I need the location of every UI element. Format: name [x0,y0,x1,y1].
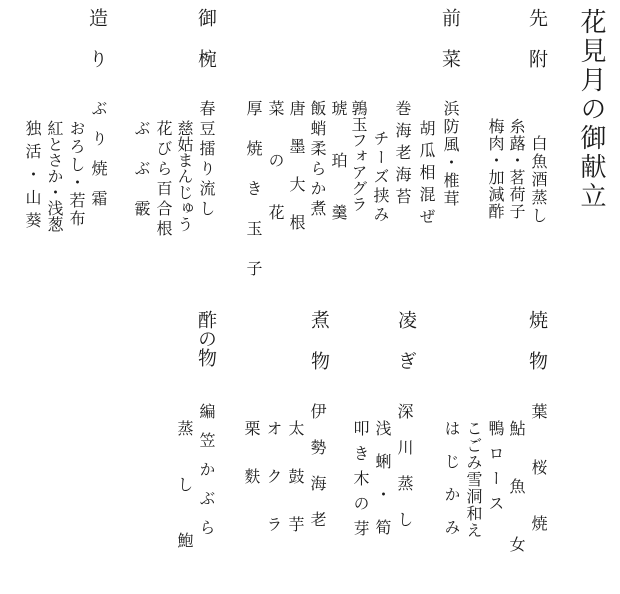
dish-item: 伊勢海老 [308,403,327,547]
category-shinogi: 凌ぎ [395,310,417,392]
category-sunomono: 酢の物 [195,310,217,367]
category-owan: 御椀 [195,8,217,90]
dish-item: 白魚酒蒸し [529,135,548,225]
category-sakizuke: 先附 [526,8,548,90]
dish-item: 菜の花 [266,100,285,256]
dish-item: 慈姑まんじゅう [175,120,194,232]
dish-item: 梅肉・加減酢 [486,118,505,220]
dish-item: 深川蒸し [395,403,414,547]
dish-item: 糸蕗・茗荷子 [507,118,526,220]
dish-item: はじかみ [442,420,461,552]
dish-item: 花びら百合根 [154,120,173,240]
dish-item: 鶉玉フォアグラ [349,100,368,212]
dish-item: 飯蛸柔らか煮 [308,100,327,220]
dish-item: 叩き木の芽 [351,420,370,545]
category-yakimono: 焼物 [526,310,548,392]
dish-item: おろし・若布 [67,120,86,228]
dish-item: 浜防風・椎茸 [441,100,460,208]
dish-item: チーズ挟み [371,130,390,225]
dish-item: 厚焼き玉子 [244,100,263,300]
dish-item: こごみ雪洞和え [464,420,483,539]
category-zensai: 前菜 [439,8,461,90]
dish-item: 蒸し鮑 [175,420,194,588]
dish-item: 鴨ロース [486,420,505,520]
category-nimono: 煮物 [308,310,330,392]
dish-item: 琥珀羹 [329,100,348,256]
dish-item: ぶぶ霰 [132,120,151,240]
dish-item: 鮎魚女 [507,420,526,594]
dish-item: 栗麩 [242,420,261,516]
dish-item: 葉桜焼 [529,403,548,571]
dish-item: 太鼓芋 [286,420,305,564]
dish-item: 浅蜊・筍 [373,420,392,552]
dish-item: 胡瓜相混ぜ [417,120,436,230]
dish-item: ぶり焼霜 [89,100,108,220]
category-tsukuri: 造り [86,8,108,90]
dish-item: オクラ [264,420,283,564]
dish-item: 独活・山葵 [23,120,42,235]
dish-item: 巻海老海苔 [393,100,412,210]
menu-title: 花見月の御献立 [576,8,606,211]
dish-item: 唐墨大根 [287,100,306,252]
dish-item: 春豆擂り流し [197,100,216,220]
dish-item: 編笠かぶら [197,403,216,548]
dish-item: 紅とさか・浅葱 [45,120,64,232]
